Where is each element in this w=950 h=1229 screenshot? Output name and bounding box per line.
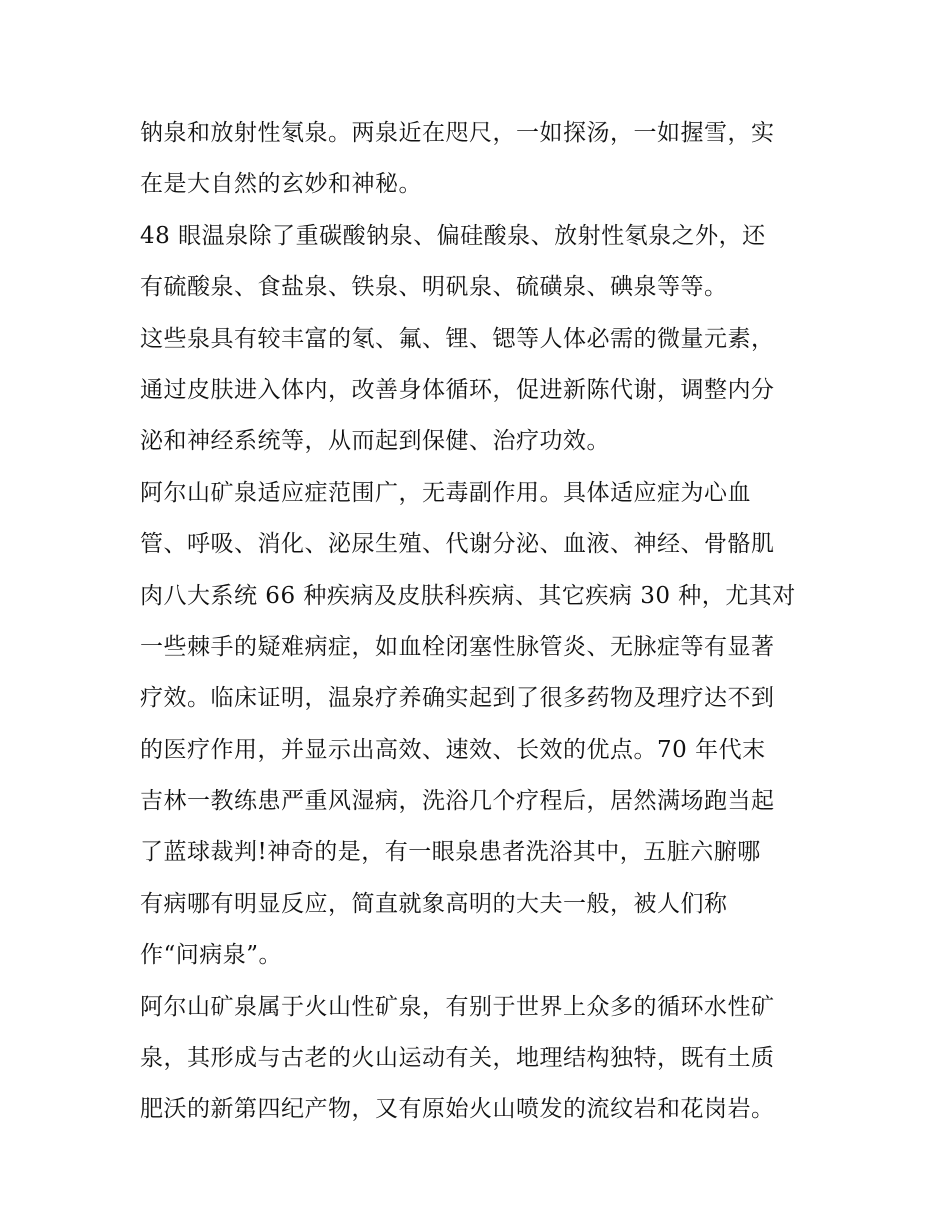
text-line: 阿尔山矿泉适应症范围广，无毒副作用。具体适应症为心血 xyxy=(140,479,751,506)
text-line: 管、呼吸、消化、泌尿生殖、代谢分泌、血液、神经、骨骼肌 xyxy=(140,531,775,558)
text-line: 通过皮肤进入体内，改善身体循环，促进新陈代谢，调整内分 xyxy=(140,376,775,403)
text-line: 了蓝球裁判!神奇的是，有一眼泉患者洗浴其中，五脏六腑哪 xyxy=(140,839,761,866)
text-line: 肉八大系统 66 种疾病及皮肤科疾病、其它疾病 30 种，尤其对 xyxy=(140,582,796,609)
text-line: 这些泉具有较丰富的氡、氟、锂、锶等人体必需的微量元素， xyxy=(140,325,775,352)
text-line: 疗效。临床证明，温泉疗养确实起到了很多药物及理疗达不到 xyxy=(140,685,775,712)
text-line: 48 眼温泉除了重碳酸钠泉、偏硅酸泉、放射性氡泉之外，还 xyxy=(140,222,766,249)
text-line: 在是大自然的玄妙和神秘。 xyxy=(140,171,422,198)
text-line: 有硫酸泉、食盐泉、铁泉、明矾泉、硫磺泉、碘泉等等。 xyxy=(140,274,728,301)
text-line: 泌和神经系统等，从而起到保健、治疗功效。 xyxy=(140,428,610,455)
text-line: 吉林一教练患严重风湿病，洗浴几个疗程后，居然满场跑当起 xyxy=(140,788,775,815)
body-text xyxy=(140,108,820,1136)
text-line: 肥沃的新第四纪产物，又有原始火山喷发的流纹岩和花岗岩。 xyxy=(140,1096,775,1123)
text-line: 一些棘手的疑难病症，如血栓闭塞性脉管炎、无脉症等有显著 xyxy=(140,633,775,660)
text-line: 有病哪有明显反应，简直就象高明的大夫一般，被人们称 xyxy=(140,890,728,917)
text-line: 的医疗作用，并显示出高效、速效、长效的优点。70 年代末 xyxy=(140,736,766,763)
text-line: 作“问病泉”。 xyxy=(140,942,283,969)
text-line: 钠泉和放射性氡泉。两泉近在咫尺，一如探汤，一如握雪，实 xyxy=(140,120,775,146)
text-line: 阿尔山矿泉属于火山性矿泉，有别于世界上众多的循环水性矿 xyxy=(140,993,775,1020)
text-line: 泉，其形成与古老的火山运动有关，地理结构独特，既有土质 xyxy=(140,1045,775,1072)
